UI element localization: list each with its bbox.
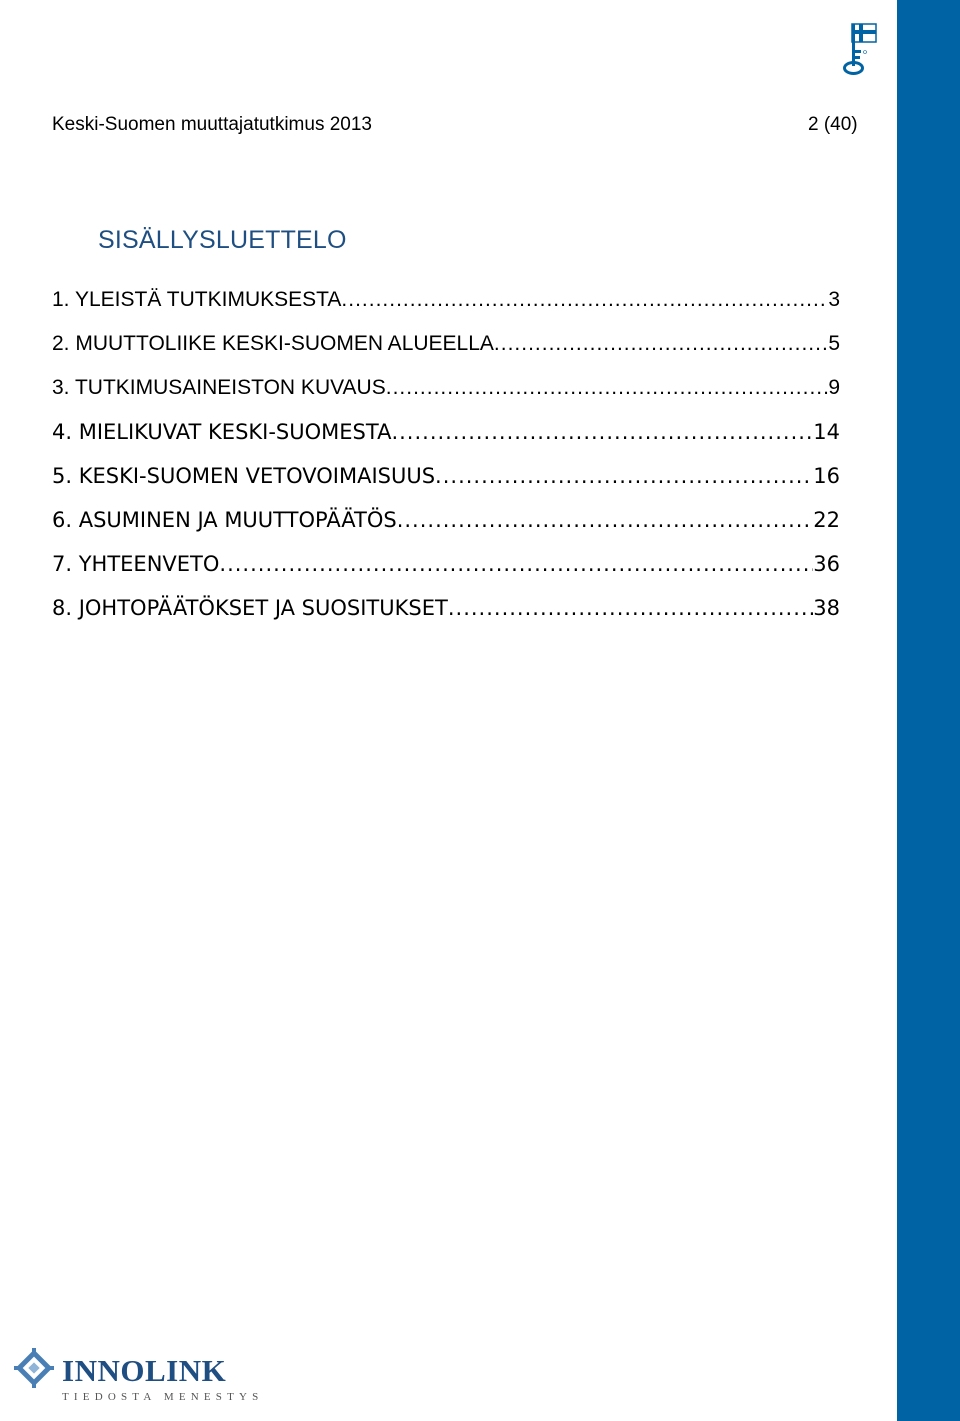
page-number: 2 (40)	[808, 114, 858, 135]
footer-brand-name: INNOLINK	[62, 1353, 227, 1388]
toc-entry-page: 36	[813, 552, 840, 576]
toc-entry[interactable]	[52, 508, 840, 552]
toc-entry[interactable]	[52, 376, 840, 420]
toc-entry-page: 3	[828, 288, 840, 311]
toc-entry-page: 9	[828, 376, 840, 399]
toc-entry[interactable]	[52, 464, 840, 508]
toc-entry-title: 5. KESKI-SUOMEN VETOVOIMAISUUS	[52, 464, 436, 488]
document-title: Keski-Suomen muuttajatutkimus 2013	[52, 114, 372, 135]
toc-entry[interactable]	[52, 332, 840, 376]
toc-leader-dots	[397, 508, 814, 532]
toc-entry-title: 2. MUUTTOLIIKE KESKI-SUOMEN ALUEELLA	[52, 332, 494, 355]
footer-tagline: TIEDOSTA MENESTYS	[62, 1391, 264, 1403]
toc-entry-page: 5	[828, 332, 840, 355]
toc-leader-dots	[448, 596, 813, 620]
toc-entry-title: 8. JOHTOPÄÄTÖKSET JA SUOSITUKSET	[52, 596, 448, 620]
toc-leader-dots	[494, 332, 828, 356]
toc-entry-page: 22	[813, 508, 840, 532]
toc-leader-dots	[435, 464, 813, 488]
finnish-key-flag-icon	[838, 20, 882, 76]
toc-entry-title: 4. MIELIKUVAT KESKI-SUOMESTA	[52, 420, 392, 444]
toc-entry-page: 14	[813, 420, 840, 444]
toc-entry[interactable]	[52, 552, 840, 596]
toc-entry-title: 3. TUTKIMUSAINEISTON KUVAUS	[52, 376, 386, 399]
toc-entry[interactable]	[52, 420, 840, 464]
toc-heading: SISÄLLYSLUETTELO	[98, 226, 347, 254]
toc-leader-dots	[386, 376, 829, 400]
toc-entry[interactable]	[52, 288, 840, 332]
toc-entry-title: 6. ASUMINEN JA MUUTTOPÄÄTÖS	[52, 508, 397, 532]
toc-entry-page: 38	[813, 596, 840, 620]
toc-leader-dots	[341, 288, 828, 312]
toc-entry-title: 7. YHTEENVETO	[52, 552, 220, 576]
toc-leader-dots	[391, 420, 813, 444]
table-of-contents	[52, 288, 840, 640]
toc-entry[interactable]	[52, 596, 840, 640]
side-color-band	[897, 0, 960, 1421]
toc-leader-dots	[219, 552, 813, 576]
toc-entry-page: 16	[813, 464, 840, 488]
toc-entry-title: 1. YLEISTÄ TUTKIMUKSESTA	[52, 288, 342, 311]
